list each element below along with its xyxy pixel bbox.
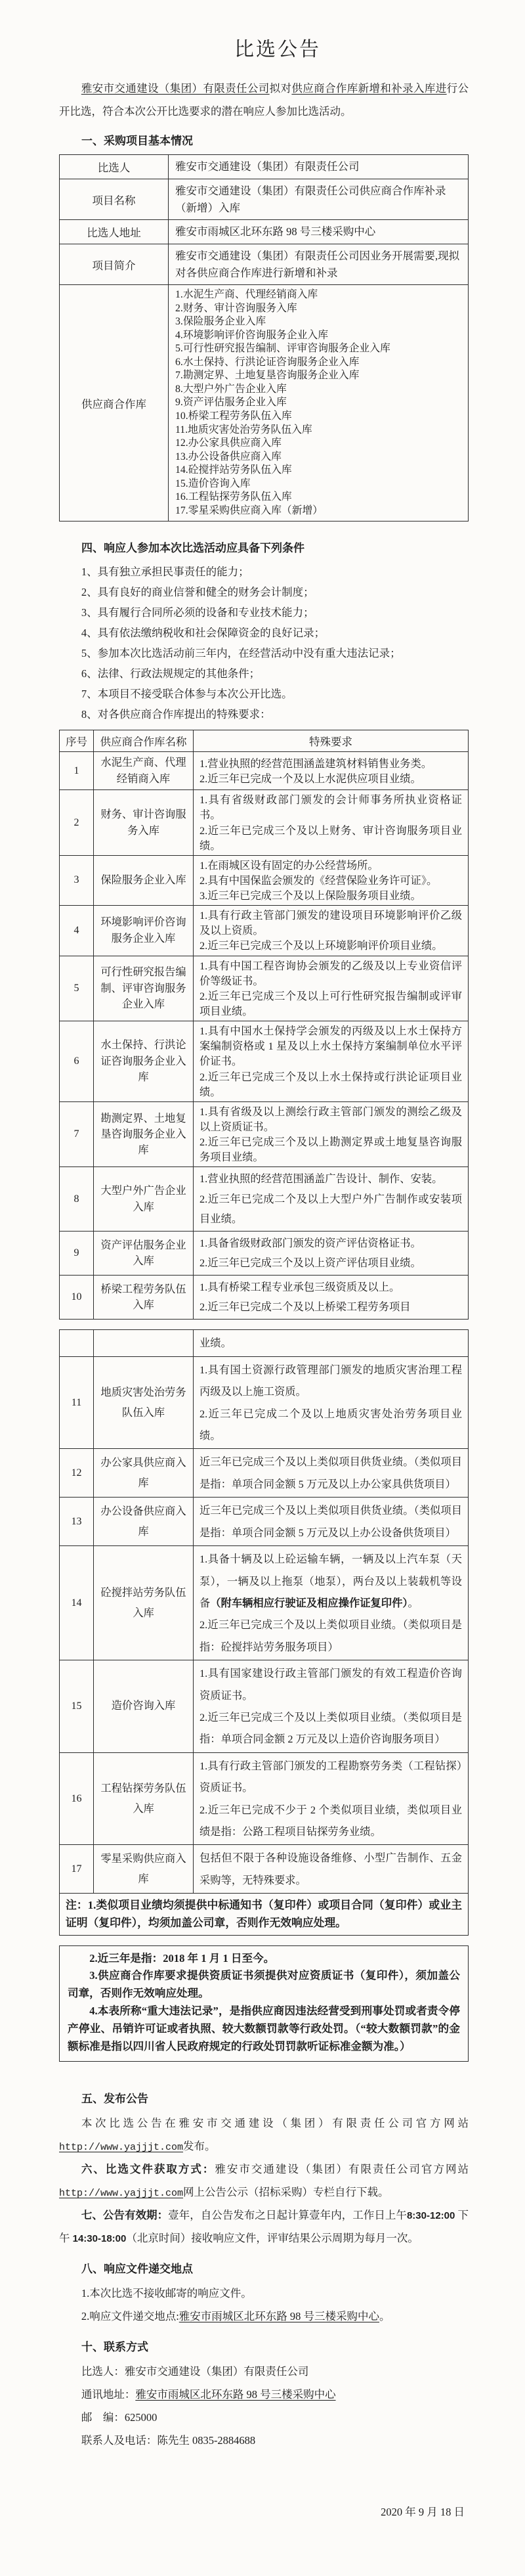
table-row bbox=[60, 1101, 469, 1167]
requirement-line bbox=[200, 908, 462, 938]
table-row bbox=[60, 1231, 469, 1275]
text-segment: （北京时间）接收响应文件，评审结果公示周期为每月一次。 bbox=[126, 2231, 419, 2244]
section-heading-conditions: 四、响应人参加本次比选活动应具备下列条件 bbox=[81, 542, 304, 555]
requirement-line bbox=[200, 1359, 462, 1403]
seq-cell: 4 bbox=[60, 906, 94, 956]
section-paragraph bbox=[59, 2407, 469, 2430]
info-value-cell bbox=[169, 244, 469, 285]
text-segment: 1.具有省级及以上测绘行政主管部门颁发的测绘乙级及以上资质证书。 bbox=[200, 1105, 462, 1134]
info-value-line: 16.工程钻探劳务队伍入库 bbox=[175, 491, 292, 503]
library-name-cell: 环境影响评价咨询服务企业入库 bbox=[94, 906, 194, 956]
text-segment: 1.具备省级财政部门颁发的资产评估资格证书。 bbox=[200, 1236, 421, 1249]
table-row bbox=[60, 244, 469, 285]
condition-item: 8、对各供应商合作库提出的特殊要求： bbox=[81, 708, 271, 721]
library-name-cell: 地质灾害处治劳务队伍入库 bbox=[94, 1356, 194, 1449]
conditions-list bbox=[59, 562, 469, 724]
note-line bbox=[68, 1967, 460, 2003]
requirement-line bbox=[200, 1662, 462, 1706]
text-segment: 比选人：雅安市交通建设（集团）有限责任公司 bbox=[81, 2365, 309, 2378]
text-segment: 联系人及电话：陈先生 0835-2884688 bbox=[81, 2433, 256, 2447]
text-segment: 近三年已完成三个及以上类似项目供货业绩。（类似项目是指：单项合同金额 5 万元及以上办公家具供货项目） bbox=[200, 1455, 462, 1490]
table-row bbox=[60, 179, 469, 219]
table-row bbox=[60, 1449, 469, 1498]
intro-paragraph bbox=[59, 78, 469, 123]
info-value-line: 8.大型户外广告企业入库 bbox=[175, 383, 287, 395]
info-value-line: 3.保险服务企业入库 bbox=[175, 316, 266, 328]
table-row bbox=[60, 1330, 469, 1356]
library-name-cell: 办公设备供应商入库 bbox=[94, 1498, 194, 1546]
morning-hours: 8:30-12:00 bbox=[406, 2210, 455, 2221]
seq-cell: 5 bbox=[60, 956, 94, 1021]
requirement-line bbox=[200, 771, 462, 786]
text-segment: 本次比选公告在雅安市交通建设（集团）有限责任公司官方网站 bbox=[81, 2116, 469, 2129]
text-segment: 包括但不限于各种设施设备维修、小型广告制作、五金采购等，无特殊要求。 bbox=[200, 1852, 462, 1886]
requirement-cell bbox=[194, 956, 469, 1021]
note-line bbox=[68, 1950, 460, 1968]
requirement-cell bbox=[194, 1101, 469, 1167]
library-name-cell: 水土保持、行洪论证咨询服务企业入库 bbox=[94, 1021, 194, 1102]
info-label-cell: 供应商合作库 bbox=[60, 285, 169, 522]
requirement-cell bbox=[194, 790, 469, 856]
text-segment: 3.供应商合作库要求提供资质证书须提供对应资质证书（复印件），须加盖公司章，否则作无效响应处理。 bbox=[68, 1969, 460, 2000]
info-value-line: 14.砼搅拌站劳务队伍入库 bbox=[175, 464, 292, 476]
section-paragraph bbox=[59, 2361, 469, 2384]
requirement-line bbox=[200, 1548, 462, 1614]
info-value-line: 4.环境影响评价咨询服务企业入库 bbox=[175, 329, 329, 341]
text-segment: 1.在雨城区设有固定的办公经营场所。 bbox=[200, 858, 379, 872]
seq-cell bbox=[60, 1330, 94, 1356]
info-value-line: 2.财务、审计咨询服务入库 bbox=[175, 302, 297, 314]
info-value-cell bbox=[169, 154, 469, 179]
requirement-line bbox=[200, 1799, 462, 1843]
library-name-cell: 资产评估服务企业入库 bbox=[94, 1231, 194, 1275]
table-row bbox=[60, 1276, 469, 1320]
text-segment: 1.本次比选不接收邮寄的响应文件。 bbox=[81, 2286, 252, 2299]
library-name-cell: 零星采购供应商入库 bbox=[94, 1845, 194, 1894]
requirement-line bbox=[200, 958, 462, 988]
text-segment: 2.近三年已完成三个及以上类似项目业绩。（类似项目是指：砼搅拌站劳务服务项目） bbox=[200, 1618, 462, 1653]
text-segment: 2.具有中国保监会颁发的《经营保险业务许可证》。 bbox=[200, 874, 438, 887]
seq-cell: 3 bbox=[60, 855, 94, 905]
requirement-line bbox=[200, 1614, 462, 1658]
section-paragraph bbox=[59, 2158, 469, 2204]
table-row bbox=[60, 1660, 469, 1753]
section-paragraph bbox=[59, 2384, 469, 2407]
text-segment: 1.营业执照的经营范围涵盖广告设计、制作、安装。 bbox=[200, 1172, 443, 1186]
text-segment: 壹年，自公告发布之日起计算壹年内，工作日上午 bbox=[168, 2208, 407, 2221]
text-segment: 雅安市交通建设（集团）有限责任公司官方网站 bbox=[215, 2162, 469, 2175]
requirement-line bbox=[200, 1169, 462, 1189]
text-segment: 2.响应文件递交地点: bbox=[81, 2309, 179, 2322]
condition-item: 2、具有良好的商业信誉和健全的财务会计制度； bbox=[81, 586, 314, 599]
requirement-cell bbox=[194, 1231, 469, 1275]
requirement-line bbox=[200, 1499, 462, 1543]
table-row bbox=[60, 956, 469, 1021]
text-segment: 2.近三年已完成一个及以上水泥供应项目业绩。 bbox=[200, 772, 421, 785]
table-row bbox=[60, 855, 469, 905]
seq-cell: 13 bbox=[60, 1498, 94, 1546]
requirement-line bbox=[200, 1023, 462, 1069]
requirement-cell bbox=[194, 1276, 469, 1320]
text-segment: 2.近三年已完成三个及以上水土保持或行洪论证项目业绩。 bbox=[200, 1070, 462, 1098]
text-segment: 1.具有中国水土保持学会颁发的丙级及以上水土保持方案编制资格或 1 星及以上水土保持方案编制单位水平评价证书。 bbox=[200, 1025, 462, 1068]
text-segment: 1.具有省级财政部门颁发的会计师事务所执业资格证书。 bbox=[200, 793, 462, 822]
table-row bbox=[60, 752, 469, 790]
info-value-line: 雅安市雨城区北环东路 98 号三楼采购中心 bbox=[175, 225, 376, 238]
text-segment: 近三年已完成三个及以上类似项目供货业绩。（类似项目是指：单项合同金额 5 万元及以上办公设备供货项目） bbox=[200, 1504, 462, 1539]
info-label-cell: 项目名称 bbox=[60, 179, 169, 219]
text-segment: 1.具有国土资源行政管理部门颁发的地质灾害治理工程丙级及以上施工资质。 bbox=[200, 1363, 462, 1398]
requirement-line bbox=[200, 1104, 462, 1134]
info-label-cell: 项目简介 bbox=[60, 244, 169, 285]
condition-item: 3、具有履行合同所必须的设备和专业技术能力； bbox=[81, 606, 314, 619]
requirement-line bbox=[200, 756, 462, 771]
announcement-sections bbox=[59, 2089, 469, 2453]
table-header-row bbox=[60, 730, 469, 752]
text-segment: 发布。 bbox=[183, 2139, 216, 2152]
text-segment: （附车辆相应行驶证及相应操作证复印件） bbox=[210, 1596, 408, 1609]
requirement-line bbox=[200, 1451, 462, 1495]
seq-cell: 17 bbox=[60, 1845, 94, 1894]
text-segment: 2.近三年已完成三个及以上可行性研究报告编制或评审项目业绩。 bbox=[200, 989, 462, 1018]
requirement-line bbox=[200, 1403, 462, 1447]
seq-cell: 1 bbox=[60, 752, 94, 790]
section-paragraph bbox=[59, 2305, 469, 2328]
library-name-cell: 可行性研究报告编制、评审咨询服务企业入库 bbox=[94, 956, 194, 1021]
requirement-line bbox=[200, 1755, 462, 1799]
seq-cell: 16 bbox=[60, 1752, 94, 1845]
section-heading bbox=[59, 2338, 469, 2354]
info-value-line: 7.勘测定界、土地复垦咨询服务企业入库 bbox=[175, 370, 360, 382]
text-segment: 2.近三年已完成三个及以上环境影响评价项目业绩。 bbox=[200, 939, 443, 952]
section-paragraph bbox=[59, 2204, 469, 2250]
info-value-line: 雅安市交通建设（集团）有限责任公司供应商合作库补录（新增）入库 bbox=[175, 184, 446, 214]
text-segment: 2.近三年已完成不少于 2 个类似项目业绩，类似项目业绩是指：公路工程项目钻探劳务业绩。 bbox=[200, 1803, 462, 1838]
requirement-line bbox=[200, 938, 462, 953]
text-segment: 行公开比选，符合本次公开比选要求的潜在响应人参加比选活动。 bbox=[59, 82, 469, 118]
library-name-cell: 造价咨询入库 bbox=[94, 1660, 194, 1753]
library-name-cell: 大型户外广告企业入库 bbox=[94, 1167, 194, 1231]
library-name-cell: 桥梁工程劳务队伍入库 bbox=[94, 1276, 194, 1320]
library-name-cell: 工程钻探劳务队伍入库 bbox=[94, 1752, 194, 1845]
page-break-gap bbox=[59, 1936, 469, 1945]
info-value-line: 11.地质灾害处治劳务队伍入库 bbox=[175, 424, 312, 435]
seq-cell: 14 bbox=[60, 1546, 94, 1660]
special-requirements-table-part2 bbox=[59, 1329, 469, 1935]
text-segment: 六、比选文件获取方式： bbox=[81, 2162, 215, 2175]
requirement-line bbox=[200, 1706, 462, 1750]
requirement-cell bbox=[194, 1330, 469, 1356]
column-header: 供应商合作库名称 bbox=[94, 730, 194, 752]
seq-cell: 2 bbox=[60, 790, 94, 856]
requirement-line bbox=[200, 1332, 462, 1354]
info-value-line: 雅安市交通建设（集团）有限责任公司 bbox=[175, 160, 360, 173]
seq-cell: 10 bbox=[60, 1276, 94, 1320]
section-heading-basic-info: 一、采购项目基本情况 bbox=[81, 134, 193, 147]
table-row bbox=[60, 1356, 469, 1449]
info-value-cell bbox=[169, 285, 469, 522]
requirement-line bbox=[200, 792, 462, 822]
website-url: http://www.yajjjt.com bbox=[59, 2141, 184, 2153]
info-value-line: 10.桥梁工程劳务队伍入库 bbox=[175, 410, 292, 422]
condition-item: 1、具有独立承担民事责任的能力； bbox=[81, 566, 249, 579]
info-value-line: 6.水土保持、行洪论证咨询服务企业入库 bbox=[175, 356, 360, 368]
text-segment: 2.近三年已完成三个及以上财务、审计咨询服务项目业绩。 bbox=[200, 824, 462, 852]
condition-item: 6、法律、行政法规规定的其他条件； bbox=[81, 667, 261, 680]
info-value-line: 1.水泥生产商、代理经销商入库 bbox=[175, 289, 318, 301]
note-line bbox=[68, 2003, 460, 2056]
table-row bbox=[60, 906, 469, 956]
text-segment: 1.营业执照的经营范围涵盖建筑材料销售业务类。 bbox=[200, 757, 432, 770]
section-paragraph bbox=[59, 2430, 469, 2453]
special-requirements-table-part1 bbox=[59, 730, 469, 1320]
table-note-row bbox=[60, 1894, 469, 1935]
table-row bbox=[60, 1498, 469, 1546]
text-segment: 1.具有行政主管部门颁发的工程勘察劳务类（工程钻探）资质证书。 bbox=[200, 1759, 462, 1794]
text-segment: 2.近三年是指：2018 年 1 月 1 日至今。 bbox=[89, 1951, 275, 1965]
text-segment: 七、公告有效期： bbox=[81, 2208, 169, 2221]
seq-cell: 8 bbox=[60, 1167, 94, 1231]
text-segment: 雅安市交通建设（集团）有限责任公司 bbox=[81, 82, 270, 95]
table-row bbox=[60, 154, 469, 179]
seq-cell: 12 bbox=[60, 1449, 94, 1498]
text-segment: 。 bbox=[379, 2309, 390, 2322]
condition-item: 4、具有依法缴纳税收和社会保障资金的良好记录； bbox=[81, 627, 326, 640]
requirement-cell bbox=[194, 855, 469, 905]
requirement-line bbox=[200, 1069, 462, 1099]
requirement-cell bbox=[194, 906, 469, 956]
requirement-line bbox=[200, 1233, 462, 1253]
info-value-line: 9.资产评估服务企业入库 bbox=[175, 397, 287, 409]
requirement-line bbox=[200, 1253, 462, 1273]
library-name-cell: 办公家具供应商入库 bbox=[94, 1449, 194, 1498]
library-name-cell bbox=[94, 1330, 194, 1356]
text-segment: 网上公告公示（招标采购）专栏自行下载。 bbox=[183, 2185, 389, 2198]
table-note-cell bbox=[60, 1894, 469, 1935]
requirement-line bbox=[200, 1189, 462, 1229]
info-value-cell bbox=[169, 179, 469, 219]
section-paragraph bbox=[59, 2112, 469, 2158]
table-row bbox=[60, 1546, 469, 1660]
seq-cell: 11 bbox=[60, 1356, 94, 1449]
delivery-address: 雅安市雨城区北环东路 98 号三楼采购中心 bbox=[178, 2309, 380, 2322]
table-row bbox=[60, 1167, 469, 1231]
column-header: 特殊要求 bbox=[194, 730, 469, 752]
seq-cell: 9 bbox=[60, 1231, 94, 1275]
spacer bbox=[59, 2062, 469, 2080]
table-row bbox=[60, 1845, 469, 1894]
text-segment: 3.近三年已完成三个及以上保险服务项目业绩。 bbox=[200, 889, 421, 902]
info-value-line: 12.办公家具供应商入库 bbox=[175, 437, 282, 449]
page-break-gap bbox=[59, 1320, 469, 1329]
info-value-line: 雅安市交通建设（集团）有限责任公司因业务开展需要,现拟对各供应商合作库进行新增和补录 bbox=[175, 250, 460, 279]
column-header: 序号 bbox=[60, 730, 94, 752]
requirement-line bbox=[200, 888, 462, 903]
text-segment: 。 bbox=[408, 1596, 419, 1609]
info-label-cell: 比选人 bbox=[60, 154, 169, 179]
table-row bbox=[60, 285, 469, 522]
requirement-cell bbox=[194, 1660, 469, 1753]
section-paragraph bbox=[59, 2282, 469, 2305]
info-value-line: 5.可行性研究报告编制、评审咨询服务企业入库 bbox=[175, 343, 390, 355]
text-segment: 2.近三年已完成三个及以上类似项目业绩。（类似项目是指：单项合同金额 2 万元及以上造价咨询服务项目） bbox=[200, 1710, 462, 1746]
info-value-line: 17.零星采购供应商入库（新增） bbox=[175, 504, 324, 516]
library-name-cell: 财务、审计咨询服务入库 bbox=[94, 790, 194, 856]
requirement-line bbox=[200, 988, 462, 1019]
requirement-line bbox=[200, 1277, 462, 1297]
text-segment: 通讯地址： bbox=[81, 2387, 136, 2401]
text-segment: 1.具有桥梁工程专业承包三级资质及以上。 bbox=[200, 1281, 400, 1294]
text-segment: 2.近三年已完成二个及以上大型户外广告制作或安装项目业绩。 bbox=[200, 1192, 462, 1225]
requirement-cell bbox=[194, 1845, 469, 1894]
text-segment: 供应商合作库新增和补录入库进 bbox=[291, 82, 447, 95]
table-row bbox=[60, 1021, 469, 1102]
requirement-line bbox=[200, 823, 462, 853]
document-title: 比选公告 bbox=[234, 39, 321, 60]
library-name-cell: 保险服务企业入库 bbox=[94, 855, 194, 905]
library-name-cell: 水泥生产商、代理经销商入库 bbox=[94, 752, 194, 790]
text-segment: 拟对 bbox=[269, 82, 292, 95]
info-value-cell bbox=[169, 220, 469, 244]
table-row bbox=[60, 1752, 469, 1845]
basic-info-table bbox=[59, 154, 469, 522]
requirement-cell bbox=[194, 1356, 469, 1449]
condition-item: 7、本项目不接受联合体参与本次公开比选。 bbox=[81, 688, 293, 701]
library-name-cell: 勘测定界、土地复垦咨询服务企业入库 bbox=[94, 1101, 194, 1167]
library-name-cell: 砼搅拌站劳务队伍入库 bbox=[94, 1546, 194, 1660]
mailing-address: 雅安市雨城区北环东路 98 号三楼采购中心 bbox=[135, 2387, 336, 2401]
text-segment: 业绩。 bbox=[200, 1337, 232, 1350]
section-heading bbox=[59, 2259, 469, 2276]
requirement-cell bbox=[194, 1498, 469, 1546]
section-heading bbox=[59, 2089, 469, 2106]
text-segment: 1.具有行政主管部门颁发的建设项目环境影响评价乙级及以上资质。 bbox=[200, 909, 462, 937]
requirement-line bbox=[200, 858, 462, 873]
requirement-cell bbox=[194, 1752, 469, 1845]
website-url: http://www.yajjjt.com bbox=[59, 2187, 184, 2199]
requirement-line bbox=[200, 1297, 462, 1317]
info-value-line: 13.办公设备供应商入库 bbox=[175, 451, 282, 462]
text-segment: 1.具备十辆及以上砼运输车辆，一辆及以上汽车泵（天泵），一辆及以上拖泵（地泵），两台及以上装载机等设备 bbox=[200, 1553, 462, 1609]
info-label-cell: 比选人地址 bbox=[60, 220, 169, 244]
text-segment: 下午 bbox=[59, 2208, 469, 2244]
text-segment: 1.具有国家建设行政主管部门颁发的有效工程造价咨询资质证书。 bbox=[200, 1667, 462, 1702]
requirement-cell bbox=[194, 1021, 469, 1102]
text-segment: 五、发布公告 bbox=[81, 2092, 148, 2105]
table-notes-box bbox=[59, 1945, 469, 2062]
requirement-cell bbox=[194, 1449, 469, 1498]
text-segment: 1.具有中国工程咨询协会颁发的乙级及以上专业资信评价等级证书。 bbox=[200, 959, 462, 987]
info-value-line: 15.造价咨询入库 bbox=[175, 477, 251, 489]
table-row bbox=[60, 790, 469, 856]
text-segment: 2.近三年已完成三个及以上资产评估项目业绩。 bbox=[200, 1256, 421, 1270]
requirement-line bbox=[200, 1847, 462, 1891]
seq-cell: 6 bbox=[60, 1021, 94, 1102]
requirement-cell bbox=[194, 1546, 469, 1660]
requirement-cell bbox=[194, 1167, 469, 1231]
table-row bbox=[60, 220, 469, 244]
text-segment: 邮 编：625000 bbox=[81, 2410, 158, 2424]
seq-cell: 15 bbox=[60, 1660, 94, 1753]
text-segment: 2.近三年已完成二个及以上桥梁工程劳务项目 bbox=[200, 1300, 411, 1314]
text-segment: 2.近三年已完成二个及以上地质灾害处治劳务项目业绩。 bbox=[200, 1407, 462, 1442]
afternoon-hours: 14:30-18:00 bbox=[72, 2232, 127, 2244]
announcement-date: 2020 年 9 月 18 日 bbox=[381, 2506, 465, 2519]
seq-cell: 7 bbox=[60, 1101, 94, 1167]
text-segment: 2.近三年已完成三个及以上勘测定界或土地复垦咨询服务项目业绩。 bbox=[200, 1136, 462, 1164]
text-segment: 4.本表所称“重大违法记录”，是指供应商因违法经营受到刑事处罚或者责令停产停业、吊销许可证或者执照、较大数额罚款等行政处罚。（“较大数额罚款”的金额标准是指以四川省人民政府规定的行政处罚罚款听证标准金额为准。） bbox=[68, 2005, 460, 2053]
requirement-line bbox=[200, 1134, 462, 1165]
condition-item: 5、参加本次比选活动前三年内，在经营活动中没有重大违法记录； bbox=[81, 647, 401, 660]
requirement-cell bbox=[194, 752, 469, 790]
text-segment: 注：1.类似项目业绩均须提供中标通知书（复印件）或项目合同（复印件）或业主证明（复印件），均须加盖公司章，否则作无效响应处理。 bbox=[66, 1899, 462, 1930]
text-segment: 八、响应文件递交地点 bbox=[81, 2262, 193, 2275]
text-segment: 十、联系方式 bbox=[81, 2340, 148, 2353]
requirement-line bbox=[200, 873, 462, 888]
